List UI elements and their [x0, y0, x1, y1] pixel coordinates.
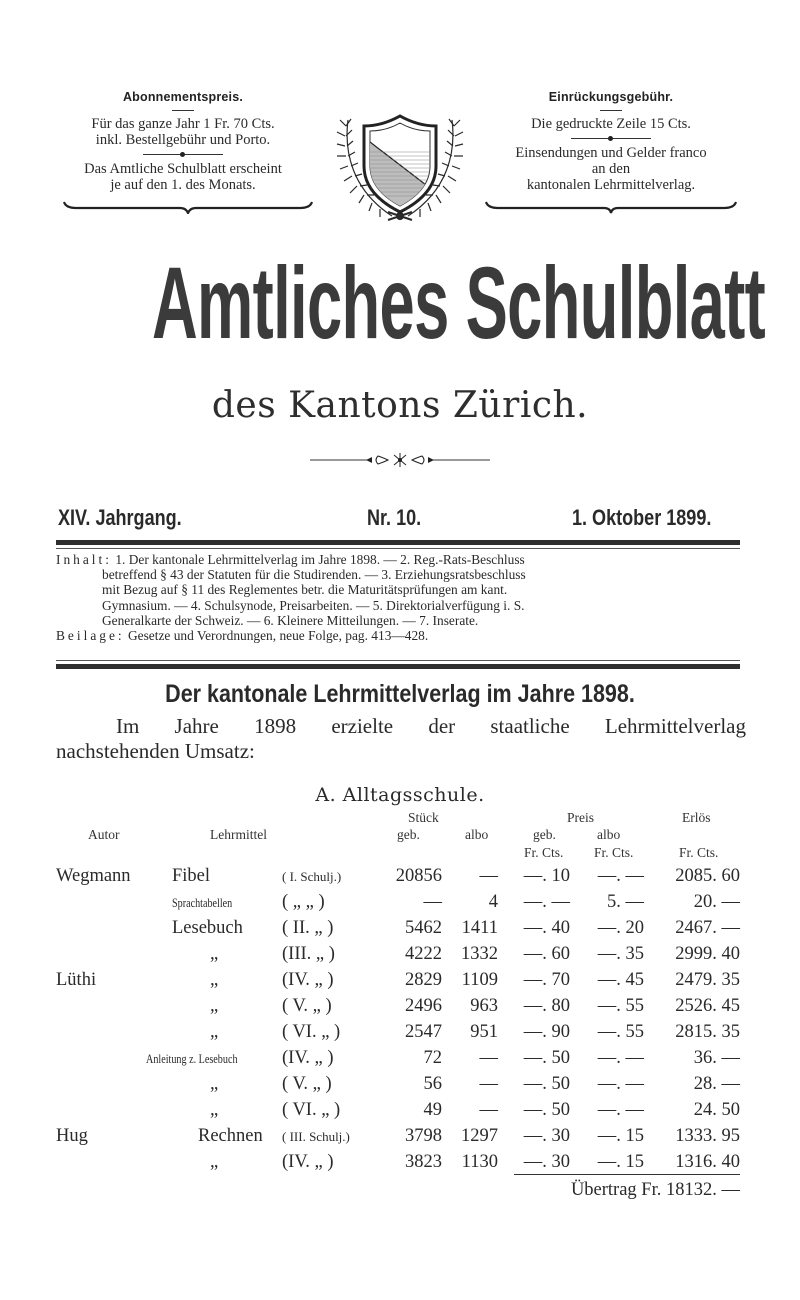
klasse-value: ( VI. „ ) — [282, 1022, 341, 1042]
supplement-line — [56, 628, 746, 643]
cell-erloes — [650, 918, 740, 939]
lehrmittel-value: „ — [210, 996, 219, 1016]
cell-albo — [440, 1048, 498, 1069]
cell-albo — [440, 1126, 498, 1147]
klasse-value: (IV. „ ) — [282, 1152, 334, 1172]
rule-thin — [56, 548, 740, 549]
preis_geb-value: —. 30 — [523, 1126, 570, 1146]
table-row — [0, 892, 800, 918]
erloes-value: 36. — — [693, 1048, 740, 1068]
insertion-fee-box — [480, 90, 742, 193]
erloes-value: 2526. 45 — [675, 996, 740, 1016]
geb-value: 56 — [423, 1074, 442, 1094]
klasse-value: (III. „ ) — [282, 944, 335, 964]
preis_geb-value: —. 30 — [523, 1152, 570, 1172]
albo-value: 1130 — [461, 1152, 498, 1172]
table-row — [0, 918, 800, 944]
geb-value: 2547 — [405, 1022, 442, 1042]
cell-geb — [370, 1048, 442, 1069]
col-group-erloes: Erlös — [682, 810, 711, 825]
col-preis-geb: geb. — [533, 827, 556, 842]
cell-erloes — [650, 892, 740, 913]
cell-autor — [56, 970, 166, 991]
cell-preis-albo — [582, 1126, 644, 1147]
insertion-fee-title: Einrückungsgebühr. — [548, 90, 674, 104]
dot-divider — [143, 151, 223, 157]
albo-value: 1297 — [461, 1126, 498, 1146]
cell-preis-geb — [510, 1152, 570, 1173]
preis_geb-value: —. 60 — [523, 944, 570, 964]
cell-preis-geb — [510, 892, 570, 913]
cell-erloes — [650, 1022, 740, 1043]
table-row — [0, 944, 800, 970]
subscription-price-box — [58, 90, 308, 193]
geb-value: 2496 — [405, 996, 442, 1016]
col-autor: Autor — [88, 827, 120, 842]
klasse-value: ( VI. „ ) — [282, 1100, 341, 1120]
table-row — [0, 1074, 800, 1100]
geb-value: 5462 — [405, 918, 442, 938]
preis_albo-value: —. — — [597, 1048, 644, 1068]
lehrmittel-value: Sprachtabellen — [172, 895, 233, 910]
rule-thick — [56, 540, 740, 545]
issue-date: 1. Oktober 1899. — [572, 505, 712, 530]
submission-line: Einsendungen und Gelder franco — [515, 145, 707, 161]
lehrmittel-value: „ — [210, 1152, 219, 1172]
preis_geb-value: —. 10 — [523, 866, 570, 886]
cell-erloes — [650, 1100, 740, 1121]
lehrmittel-value: Lesebuch — [172, 918, 243, 938]
contents-first-line — [56, 552, 746, 567]
preis_geb-value: —. 50 — [523, 1074, 570, 1094]
contents-label: Inhalt: — [56, 552, 112, 567]
albo-value: — — [479, 1074, 498, 1094]
cell-geb — [370, 1074, 442, 1095]
contents-line: Generalkarte der Schweiz. — 6. Kleinere Mitteilungen. — 7. Inserate. — [102, 612, 479, 628]
cell-preis-albo — [582, 1100, 644, 1121]
preis_geb-value: —. — — [523, 892, 570, 912]
geb-value: — — [423, 892, 442, 912]
albo-value: 951 — [470, 1022, 498, 1042]
preis_albo-value: —. 20 — [597, 918, 644, 938]
cell-albo — [440, 1022, 498, 1043]
article-title: Der kantonale Lehrmittelverlag im Jahre 1898. — [165, 680, 635, 708]
cell-preis-geb — [510, 866, 570, 887]
supplement-label: Beilage: — [56, 628, 125, 644]
col-preis-albo: albo — [597, 827, 621, 842]
albo-value: 963 — [470, 996, 498, 1016]
cell-preis-geb — [510, 1074, 570, 1095]
geb-value: 20856 — [395, 866, 442, 886]
albo-value: 1109 — [461, 970, 498, 990]
geb-value: 3798 — [405, 1126, 442, 1146]
geb-value: 4222 — [405, 944, 442, 964]
cell-preis-geb — [510, 970, 570, 991]
erloes-value: 2479. 35 — [675, 970, 740, 990]
geb-value: 2829 — [405, 970, 442, 990]
cell-erloes — [650, 1126, 740, 1147]
table-of-contents — [56, 552, 746, 643]
zurich-coat-of-arms-icon — [330, 112, 470, 224]
unit-fr-cts: Fr. Cts. — [594, 845, 634, 860]
submission-line: kantonalen Lehrmittelverlag. — [526, 177, 696, 193]
erloes-value: 2815. 35 — [675, 1022, 740, 1042]
masthead-title: Amtliches Schulblatt — [152, 246, 766, 360]
geb-value: 49 — [423, 1100, 442, 1120]
lehrmittel-value: Anleitung z. Lesebuch — [146, 1051, 238, 1066]
cell-preis-albo — [582, 944, 644, 965]
cell-erloes — [650, 970, 740, 991]
cell-lehrmittel — [146, 1048, 296, 1069]
cell-autor — [56, 1126, 166, 1147]
preis_albo-value: —. — — [597, 866, 644, 886]
erloes-value: 2999. 40 — [675, 944, 740, 964]
contents-text: 1. Der kantonale Lehrmittelverlag im Jahre 1898. — 2. Reg.-Rats-Beschluss — [115, 552, 525, 567]
contents-line: betreffend § 43 der Statuten für die Studirenden. — 3. Erziehungsratsbeschluss — [102, 567, 526, 583]
cell-preis-geb — [510, 944, 570, 965]
section-title: A. Alltagsschule. — [315, 784, 485, 806]
cell-preis-albo — [582, 892, 644, 913]
cell-albo — [440, 970, 498, 991]
article-text-line: Im Jahre 1898 erzielte der staatliche Lehrmittelverlag — [116, 714, 746, 738]
klasse-value: ( V. „ ) — [282, 996, 332, 1016]
erloes-value: 1316. 40 — [675, 1152, 740, 1172]
cell-preis-geb — [510, 1100, 570, 1121]
lehrmittel-value: „ — [210, 1074, 219, 1094]
geb-value: 3823 — [405, 1152, 442, 1172]
flourish-ornament-icon — [310, 452, 490, 468]
publication-line: Das Amtliche Schulblatt erscheint — [84, 161, 282, 177]
albo-value: — — [479, 1048, 498, 1068]
preis_albo-value: 5. — — [607, 892, 644, 912]
lehrmittel-value: „ — [210, 970, 219, 990]
cell-erloes — [650, 944, 740, 965]
cell-geb — [370, 918, 442, 939]
unit-fr-cts: Fr. Cts. — [524, 845, 564, 860]
col-lehrmittel: Lehrmittel — [210, 827, 267, 842]
cell-geb — [370, 970, 442, 991]
erloes-value: 2467. — — [675, 918, 740, 938]
col-group-preis: Preis — [567, 810, 594, 825]
preis_albo-value: —. 15 — [597, 1126, 644, 1146]
cell-preis-albo — [582, 1152, 644, 1173]
cell-preis-albo — [582, 918, 644, 939]
cell-preis-albo — [582, 1022, 644, 1043]
klasse-value: (IV. „ ) — [282, 1048, 334, 1068]
erloes-value: 2085. 60 — [675, 866, 740, 886]
cell-preis-albo — [582, 866, 644, 887]
albo-value: — — [479, 1100, 498, 1120]
erloes-value: 28. — — [693, 1074, 740, 1094]
col-stueck-geb: geb. — [397, 827, 420, 842]
volume-label: XIV. Jahrgang. — [58, 505, 182, 530]
geb-value: 72 — [423, 1048, 442, 1068]
cell-geb — [370, 996, 442, 1017]
cell-albo — [440, 1152, 498, 1173]
lehrmittel-value: „ — [210, 944, 219, 964]
preis_albo-value: —. — — [597, 1074, 644, 1094]
table-row — [0, 866, 800, 892]
lehrmittel-value: Rechnen — [198, 1126, 263, 1146]
divider — [600, 110, 622, 111]
erloes-value: 24. 50 — [693, 1100, 740, 1120]
publication-line: je auf den 1. des Monats. — [110, 177, 256, 193]
cell-erloes — [650, 1074, 740, 1095]
preis_albo-value: —. — — [597, 1100, 644, 1120]
cell-geb — [370, 866, 442, 887]
preis_geb-value: —. 90 — [523, 1022, 570, 1042]
preis_geb-value: —. 70 — [523, 970, 570, 990]
table-row — [0, 1126, 800, 1152]
supplement-text: Gesetze und Verordnungen, neue Folge, pag. 413—428. — [127, 628, 429, 644]
cell-preis-geb — [510, 1126, 570, 1147]
cell-preis-geb — [510, 1022, 570, 1043]
contents-line: mit Bezug auf § 11 des Reglementes betr. die Maturitätsprüfungen am kant. — [102, 582, 508, 598]
lehrmittel-value: Fibel — [172, 866, 211, 886]
preis_albo-value: —. 55 — [597, 1022, 644, 1042]
cell-geb — [370, 1126, 442, 1147]
article-text-line: nachstehenden Umsatz: — [56, 739, 255, 763]
cell-albo — [440, 918, 498, 939]
cell-erloes — [650, 1152, 740, 1173]
table-row — [0, 970, 800, 996]
preis_albo-value: —. 45 — [597, 970, 644, 990]
brace-icon — [484, 200, 738, 214]
masthead-subtitle: des Kantons Zürich. — [211, 385, 589, 426]
erloes-value: 1333. 95 — [675, 1126, 740, 1146]
col-stueck-albo: albo — [465, 827, 489, 842]
autor-value: Hug — [56, 1126, 88, 1146]
issue-number: Nr. 10. — [367, 505, 422, 530]
dot-divider — [571, 135, 651, 141]
carry-over-total: Übertrag Fr. 18132. — — [570, 1180, 740, 1200]
cell-preis-albo — [582, 996, 644, 1017]
table-row — [0, 996, 800, 1022]
cell-erloes — [650, 1048, 740, 1069]
klasse-value: (IV. „ ) — [282, 970, 334, 990]
insertion-fee-line: Die gedruckte Zeile 15 Cts. — [531, 116, 691, 132]
cell-geb — [370, 892, 442, 913]
article-body — [56, 714, 746, 764]
cell-geb — [370, 1100, 442, 1121]
cell-preis-albo — [582, 1074, 644, 1095]
table-row — [0, 1100, 800, 1126]
albo-value: — — [479, 866, 498, 886]
preis_geb-value: —. 80 — [523, 996, 570, 1016]
preis_geb-value: —. 40 — [523, 918, 570, 938]
klasse-value: ( I. Schulj.) — [282, 869, 342, 884]
cell-preis-geb — [510, 918, 570, 939]
unit-fr-cts: Fr. Cts. — [679, 845, 719, 860]
table-row — [0, 1048, 800, 1074]
autor-value: Lüthi — [56, 970, 97, 990]
preis_geb-value: —. 50 — [523, 1048, 570, 1068]
subscription-price-title: Abonnementspreis. — [122, 90, 244, 104]
divider — [172, 110, 194, 111]
cell-albo — [440, 1074, 498, 1095]
klasse-value: ( V. „ ) — [282, 1074, 332, 1094]
cell-albo — [440, 944, 498, 965]
subscription-line: Für das ganze Jahr 1 Fr. 70 Cts. — [91, 116, 275, 132]
cell-geb — [370, 944, 442, 965]
albo-value: 1411 — [461, 918, 498, 938]
cell-erloes — [650, 996, 740, 1017]
klasse-value: ( „ „ ) — [282, 892, 325, 912]
preis_albo-value: —. 55 — [597, 996, 644, 1016]
subscription-line: inkl. Bestellgebühr und Porto. — [95, 132, 271, 148]
cell-erloes — [650, 866, 740, 887]
cell-geb — [370, 1152, 442, 1173]
cell-albo — [440, 996, 498, 1017]
albo-value: 4 — [488, 892, 498, 912]
erloes-value: 20. — — [693, 892, 740, 912]
cell-preis-albo — [582, 970, 644, 991]
rule-thick — [56, 664, 740, 669]
preis_albo-value: —. 15 — [597, 1152, 644, 1172]
cell-preis-geb — [510, 1048, 570, 1069]
klasse-value: ( III. Schulj.) — [282, 1129, 350, 1144]
albo-value: 1332 — [461, 944, 498, 964]
col-group-stueck: Stück — [408, 810, 439, 825]
cell-albo — [440, 892, 498, 913]
cell-autor — [56, 866, 166, 887]
contents-line: Gymnasium. — 4. Schulsynode, Preisarbeiten. — 5. Direktorialverfügung i. S. — [102, 597, 525, 613]
lehrmittel-value: „ — [210, 1100, 219, 1120]
cell-preis-geb — [510, 996, 570, 1017]
submission-line: an den — [591, 161, 631, 177]
cell-albo — [440, 1100, 498, 1121]
brace-icon — [62, 200, 314, 214]
autor-value: Wegmann — [56, 866, 131, 886]
preis_albo-value: —. 35 — [597, 944, 644, 964]
rule-thin — [56, 660, 740, 661]
cell-geb — [370, 1022, 442, 1043]
lehrmittel-value: „ — [210, 1022, 219, 1042]
table-row — [0, 1022, 800, 1048]
klasse-value: ( II. „ ) — [282, 918, 334, 938]
cell-albo — [440, 866, 498, 887]
sum-rule — [514, 1174, 740, 1175]
cell-preis-albo — [582, 1048, 644, 1069]
preis_geb-value: —. 50 — [523, 1100, 570, 1120]
